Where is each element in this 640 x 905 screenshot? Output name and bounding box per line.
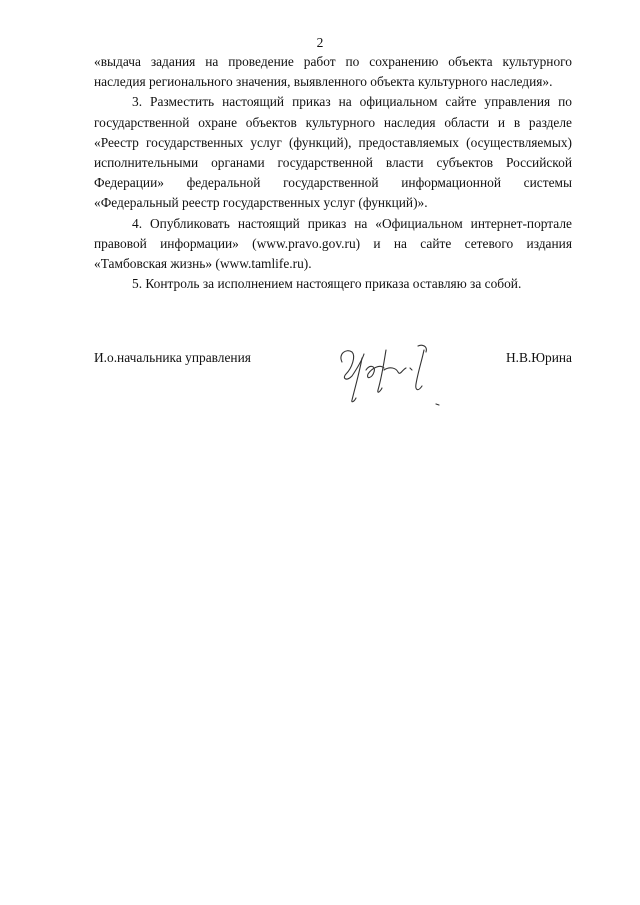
paragraph-continuation: «выдача задания на проведение работ по сохранению объекта культурного наследия регионального значения, выявленного объекта культурного наследия». <box>94 54 572 90</box>
signature-block <box>94 340 572 410</box>
page-number: 2 <box>316 35 324 50</box>
paragraph-item-4: 4. Опубликовать настоящий приказ на «Официальном интернет-портале правовой информации» (www.pravo.gov.ru) и на сайте сетевого издания «Тамбовская жизнь» (www.tamlife.ru). <box>94 215 572 272</box>
paragraph-item-3: 3. Разместить настоящий приказ на официальном сайте управления по государственной охране объектов культурного наследия области и в разделе «Реестр государственных услуг (функций), предоставляемых (осуществляемых) исполнительными органами государственной власти субъектов Российской Федерации» федеральной государственной информационной системы «Федеральный реестр государственных услуг (функций)». <box>94 94 572 211</box>
signatory-name: Н.В.Юрина <box>505 350 572 365</box>
handwritten-signature-icon <box>332 340 452 408</box>
document-body <box>94 52 572 294</box>
signatory-position: И.о.начальника управления <box>94 350 251 365</box>
paragraph-item-5: 5. Контроль за исполнением настоящего приказа оставляю за собой. <box>132 276 522 292</box>
